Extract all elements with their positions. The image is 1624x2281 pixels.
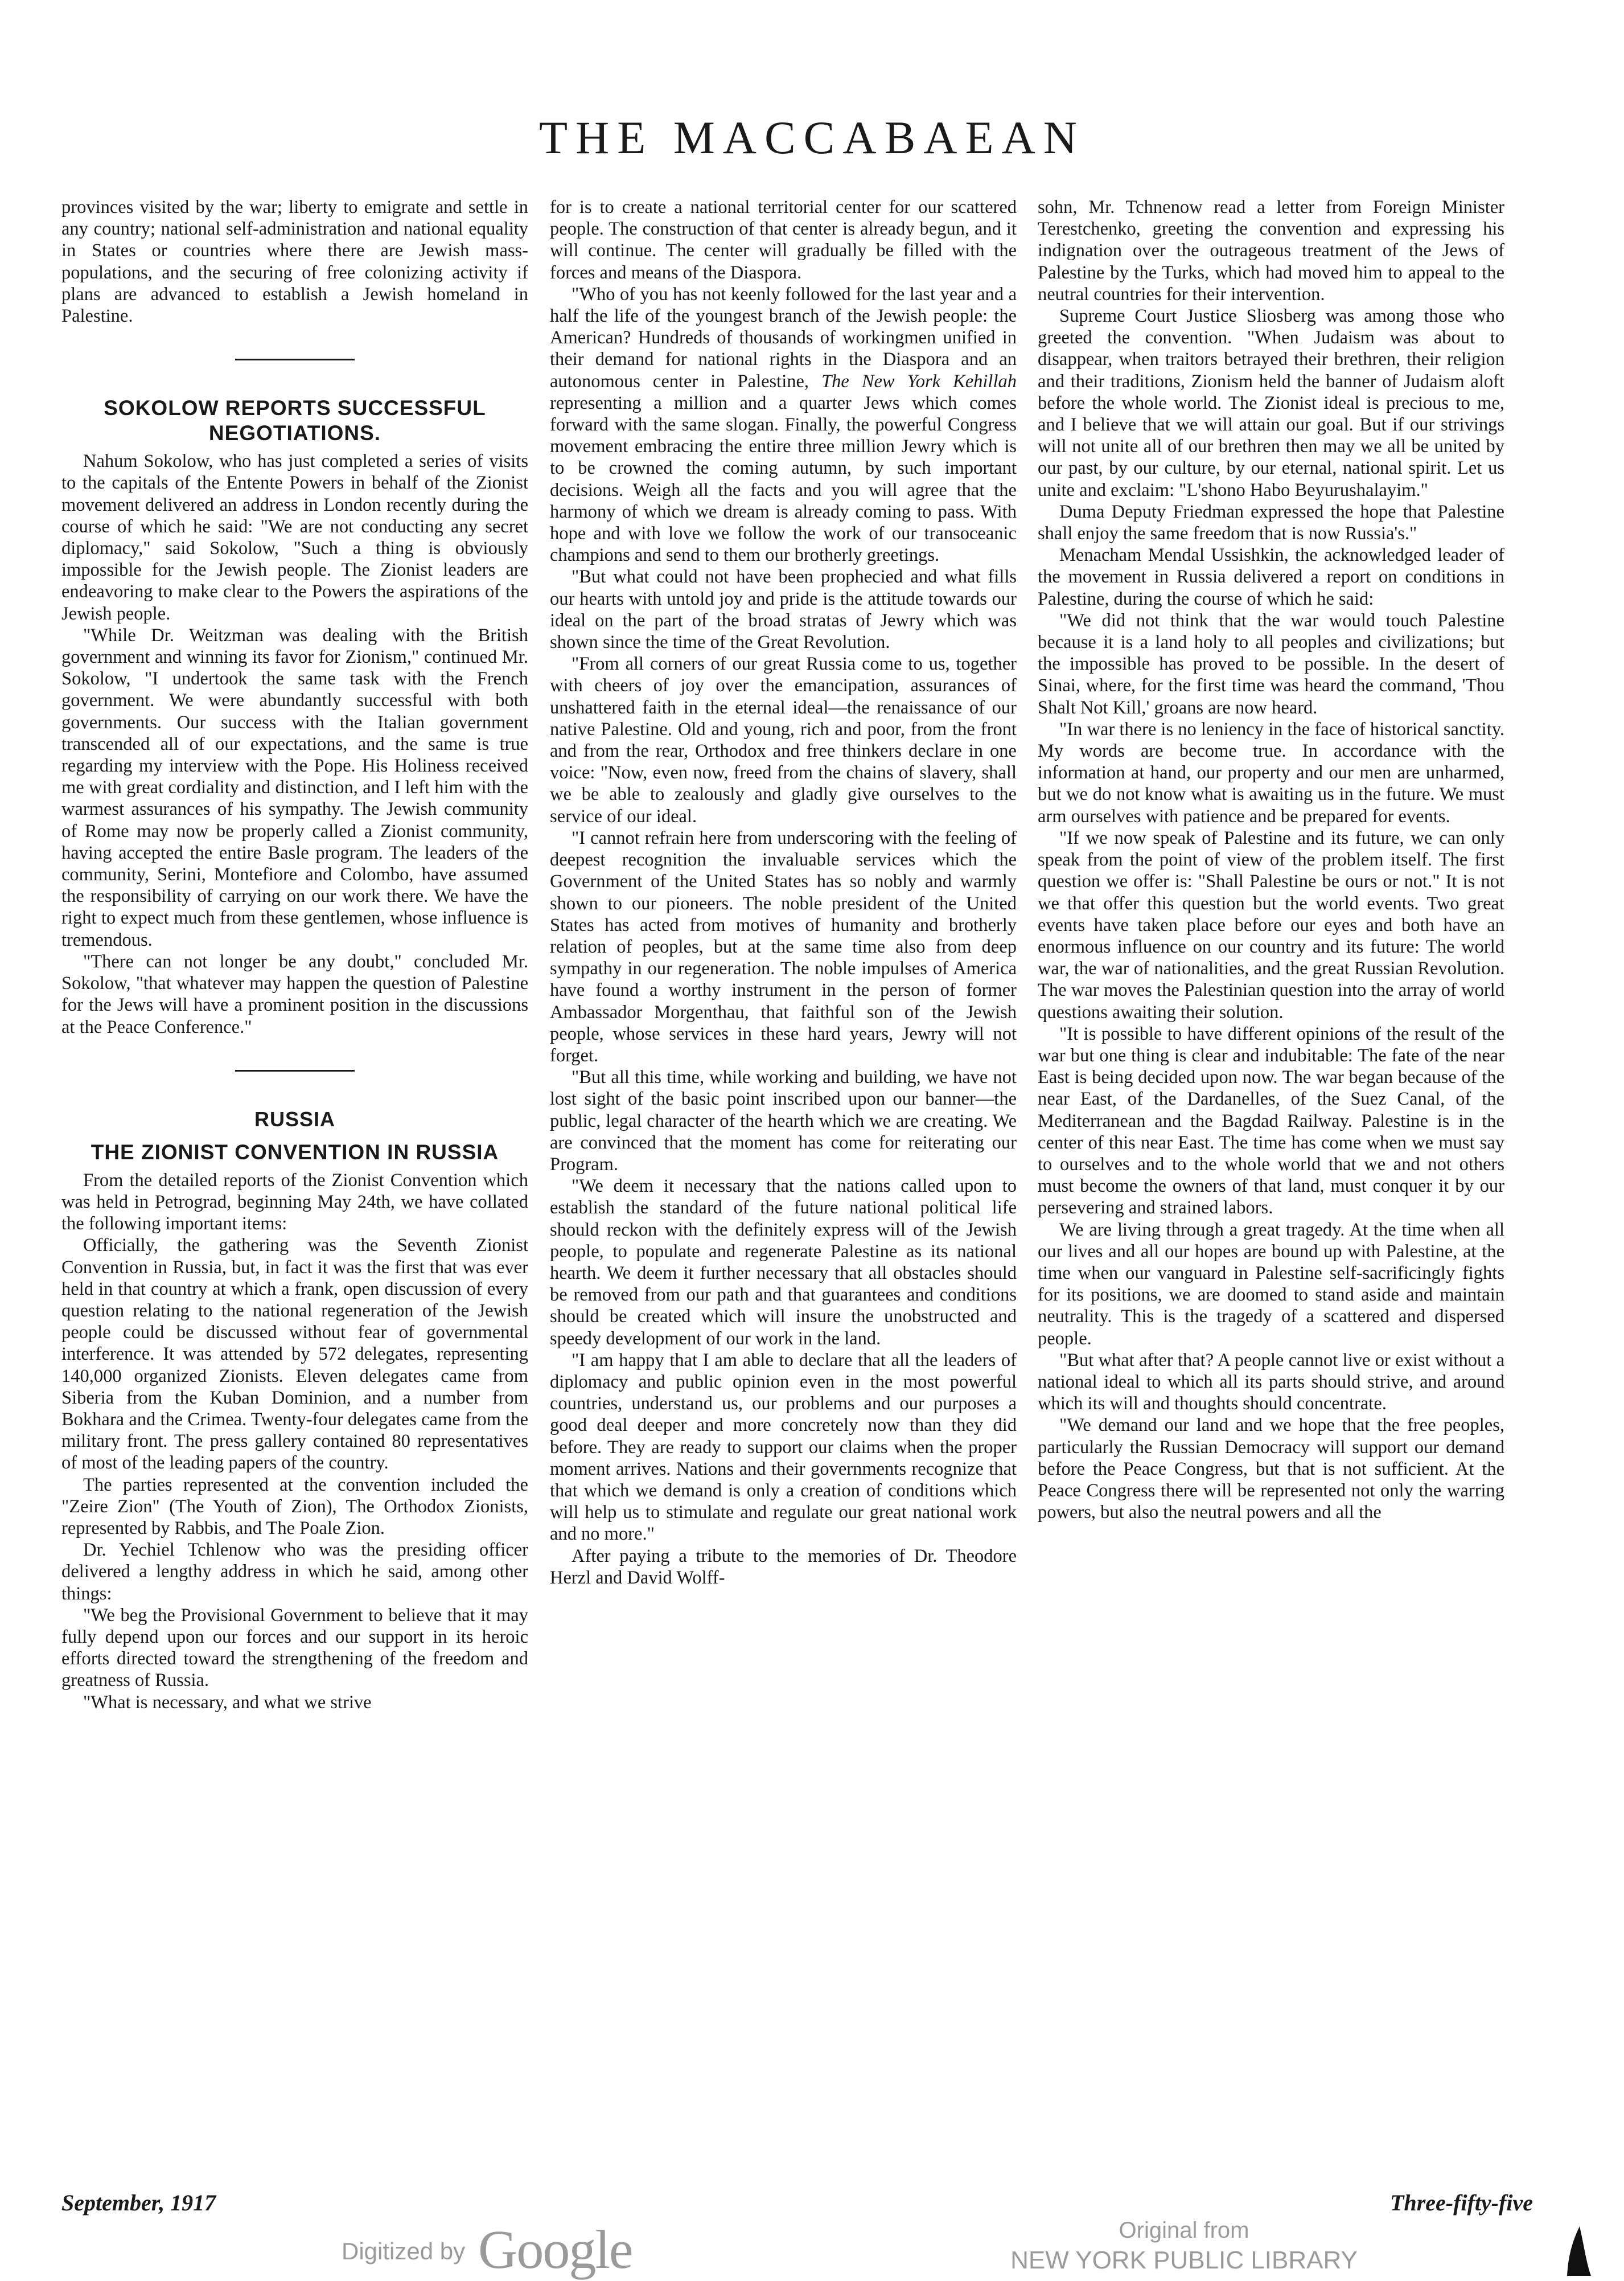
paragraph: "We beg the Provisional Government to believe that it may fully depend upon our forces and our support in its heroic efforts directed toward the strengthening of the freedom and greatness of Russia. bbox=[61, 1605, 528, 1691]
issue-date: September, 1917 bbox=[61, 2190, 216, 2216]
paragraph: "If we now speak of Palestine and its future, we can only speak from the point of view of the problem itself. The first question we offer is: "Shall Palestine be ours or not." It is not we that offer this question but the world events. Two great events have taken place before our eyes and both have an enormous influence on our country and its future: The world war, the war of nationalities, and the great Russian Revolution. The war moves the Palestinian question into the array of world questions awaiting their solution. bbox=[1038, 827, 1504, 1023]
paragraph: "In war there is no leniency in the face of historical sanctity. My words are become true. In accordance with the information at hand, our property and our men are unharmed, but we do not know what is awaiting us in the future. We must arm ourselves with patience and be prepared for events. bbox=[1038, 719, 1504, 827]
paragraph: Nahum Sokolow, who has just completed a series of visits to the capitals of the Entente Powers in behalf of the Zionist movement delivered an address in London recently during the course of which he said: "We are not conducting any secret diplomacy," said Sokolow, "Such a thing is obviously impossible for the Jewish people. The Zionist leaders are endeavoring to make clear to the Powers the aspirations of the Jewish people. bbox=[61, 451, 528, 624]
paragraph: "It is possible to have different opinions of the result of the war but one thing is clear and indubitable: The fate of the near East is being decided upon now. The war began because of the near East, of the Dardanelles, of the Suez Canal, of the Mediterranean and the Bagdad Railway. Palestine is in the center of this near East. The time has come when we must say to ourselves and to the whole world that we and not others must become the owners of that land, must conquer it by our persevering and strained labors. bbox=[1038, 1023, 1504, 1219]
paragraph: Officially, the gathering was the Seventh Zionist Convention in Russia, but, in fact it was the first that was ever held in that country at which a frank, open discussion of every question relating to the national regeneration of the Jewish people could be discussed without fear of governmental interference. It was attended by 572 delegates, representing 140,000 organized Zionists. Eleven delegates came from Siberia from the Kuban Dominion, and a number from Bokhara and the Crimea. Twenty-four delegates came from the military front. The press gallery contained 80 representatives of most of the leading papers of the country. bbox=[61, 1235, 528, 1474]
paragraph: provinces visited by the war; liberty to emigrate and settle in any country; national self-administration and national equality in States or countries where there are Jewish mass-populations, and the securing of free colonizing activity if plans are advanced to establish a Jewish homeland in Palestine. bbox=[61, 197, 528, 327]
italic-title: The New York Kehillah bbox=[821, 371, 1017, 392]
paragraph: "I cannot refrain here from underscoring with the feeling of deepest recognition the invaluable services which the Government of the United States has so nobly and warmly shown to our pioneers. The noble president of the United States has acted from motives of humanity and brotherly relation of peoples, but at the same time also from deep sympathy in our regeneration. The noble impulses of America have found a worthy instrument in the person of former Ambassador Morgenthau, that faithful son of the Jewish people, whose services in these hard years, Jewry will not forget. bbox=[550, 827, 1017, 1066]
column-2 bbox=[550, 196, 1017, 2161]
paragraph: "There can not longer be any doubt," concluded Mr. Sokolow, "that whatever may happen the question of Palestine for the Jews will have a prominent position in the discussions at the Peace Conference." bbox=[61, 951, 528, 1037]
paragraph: Supreme Court Justice Sliosberg was among those who greeted the convention. "When Judaism was about to disappear, when traitors betrayed their brethren, their religion and their traditions, Zionism held the banner of Judaism aloft before the whole world. The Zionist ideal is precious to me, and I believe that we will attain our goal. But if our strivings will not unite all of our brethren then may we all be united by our past, by our culture, by our eternal, national spirit. Let us unite and exclaim: "L'shono Habo Beyurushalayim." bbox=[1038, 306, 1504, 500]
section-divider bbox=[235, 359, 355, 360]
page-number: Three-fifty-five bbox=[1390, 2190, 1533, 2216]
paragraph: After paying a tribute to the memories of Dr. Theodore Herzl and David Wolff- bbox=[550, 1545, 1017, 1588]
column-1 bbox=[61, 196, 528, 2161]
paragraph: We are living through a great tragedy. At the time when all our lives and all our hopes are bound up with Palestine, at the time when our vanguard in Palestine self-sacrificingly fights for its positions, we are doomed to stand aside and maintain neutrality. This is the tragedy of a scattered and dispersed people. bbox=[1038, 1219, 1504, 1349]
paragraph: Dr. Yechiel Tchlenow who was the presiding officer delivered a lengthy address in which he said, among other things: bbox=[61, 1540, 528, 1604]
masthead: THE MACCABAEAN bbox=[538, 112, 1086, 163]
section-divider bbox=[235, 1070, 355, 1072]
headline-russia: RUSSIA bbox=[254, 1107, 336, 1131]
paragraph: sohn, Mr. Tchnenow read a letter from Foreign Minister Terestchenko, greeting the convention and expressing his indignation over the outrageous treatment of the Jews of Palestine by the Turks, which had moved him to appeal to the neutral countries for their intervention. bbox=[1038, 197, 1504, 305]
paragraph: "We did not think that the war would touch Palestine because it is a land holy to all peoples and civilizations; but the impossible has proved to be possible. In the desert of Sinai, where, for the first time was heard the command, 'Thou Shalt Not Kill,' groans are now heard. bbox=[1038, 610, 1504, 718]
paragraph: "But all this time, while working and building, we have not lost sight of the basic point inscribed upon our banner—the public, legal character of the hearth which we are creating. We are convinced that the moment has come for reiterating our Program. bbox=[550, 1067, 1017, 1175]
paragraph: "I am happy that I am able to declare that all the leaders of diplomacy and public opinion even in the most powerful countries, understand us, our problems and our purposes a good deal deeper and more concretely now than they did before. They are ready to support our claims when the proper moment arrives. Nations and their governments recognize that that which we demand is only a creation of conditions which will help us to stimulate and regulate our great national work and no more." bbox=[550, 1349, 1017, 1545]
paragraph: From the detailed reports of the Zionist Convention which was held in Petrograd, beginning May 24th, we have collated the following important items: bbox=[61, 1170, 528, 1234]
headline-zionist-convention: THE ZIONIST CONVENTION IN RUSSIA bbox=[91, 1140, 499, 1164]
text-run: representing a million and a quarter Jews which comes forward with the same slogan. Finally, the powerful Congress movement embracing the entire three million Jewry which is to be crowned the coming autumn, by such important decisions. Weigh all the facts and you will agree that the harmony of which we dream is already coming to pass. With hope and with love we follow the work of our transoceanic champions and send to them our brotherly greetings. bbox=[550, 392, 1017, 566]
paragraph: "What is necessary, and what we strive bbox=[83, 1692, 372, 1713]
scan-edge-mark-icon bbox=[1563, 2223, 1597, 2278]
paragraph: "While Dr. Weitzman was dealing with the British government and winning its favor for Zionism," continued Mr. Sokolow, "I undertook the same task with the French government. We were abundantly successful with both governments. Our success with the Italian government transcended all of our expectations, and the same is true regarding my interview with the Pope. His Holiness received me with great cordiality and distinction, and I left him with the warmest assurances of his sympathy. The Jewish community of Rome may now be properly called a Zionist community, having accepted the entire Basle program. The leaders of the community, Serini, Montefiore and Colombo, have assumed the responsibility of carrying on our work there. We have the right to expect much from these gentlemen, whose influence is tremendous. bbox=[61, 625, 528, 950]
paragraph: "We deem it necessary that the nations called upon to establish the standard of the future national political life should reckon with the definitely express will of the Jewish people, to populate and regenerate Palestine as its national hearth. We deem it further necessary that all obstacles should be removed from our path and that guarantees and conditions should be created which will insure the unobstructed and speedy development of our work in the land. bbox=[550, 1176, 1017, 1349]
original-from-label: Original from bbox=[1119, 2218, 1249, 2243]
paragraph: Duma Deputy Friedman expressed the hope that Palestine shall enjoy the same freedom that is now Russia's." bbox=[1038, 501, 1504, 544]
digitized-by-label: Digitized by bbox=[342, 2238, 466, 2264]
paragraph bbox=[550, 284, 1017, 567]
paragraph: for is to create a national territorial center for our scattered people. The construction of that center is already begun, and it will continue. The center will gradually be filled with the forces and means of the Diaspora. bbox=[550, 197, 1017, 283]
paragraph: "We demand our land and we hope that the free peoples, particularly the Russian Democracy will support our demand before the Peace Congress, but that is not sufficient. At the Peace Congress there will be represented not only the warring powers, but also the neutral powers and all the bbox=[1038, 1415, 1504, 1523]
paragraph: "But what could not have been prophecied and what fills our hearts with untold joy and pride is the attitude towards our ideal on the part of the broad stratas of Jewry which was shown since the time of the Great Revolution. bbox=[550, 567, 1017, 653]
paragraph: "But what after that? A people cannot live or exist without a national ideal to which all its parts should strive, and around which its will and thoughts should concentrate. bbox=[1038, 1349, 1504, 1414]
headline-sokolow: SOKOLOW REPORTS SUCCESSFUL NEGOTIATIONS. bbox=[104, 396, 486, 445]
column-3 bbox=[1038, 196, 1504, 2161]
paragraph: Menacham Mendal Ussishkin, the acknowledged leader of the movement in Russia delivered a report on conditions in Palestine, during the course of which he said: bbox=[1038, 545, 1504, 609]
google-logo: Google bbox=[478, 2219, 632, 2280]
library-name: NEW YORK PUBLIC LIBRARY bbox=[1010, 2246, 1358, 2274]
text-run: "Who of you has not keenly followed for the last year and a half the life of the youngest branch of the Jewish people: the American? Hundreds of thousands of workingmen unified in their demand for national rights in the Diaspora and an autonomous center in Palestine, bbox=[550, 284, 1017, 392]
paragraph: "From all corners of our great Russia come to us, together with cheers of joy over the emancipation, assurances of unshattered faith in the eternal ideal—the renaissance of our native Palestine. Old and young, rich and poor, from the front and from the rear, Orthodox and free thinkers declare in one voice: "Now, even now, freed from the chains of slavery, shall we be able to zealously and gladly give ourselves to the service of our ideal. bbox=[550, 654, 1017, 827]
paragraph: The parties represented at the convention included the "Zeire Zion" (The Youth of Zion), The Orthodox Zionists, represented by Rabbis, and The Poale Zion. bbox=[61, 1474, 528, 1539]
